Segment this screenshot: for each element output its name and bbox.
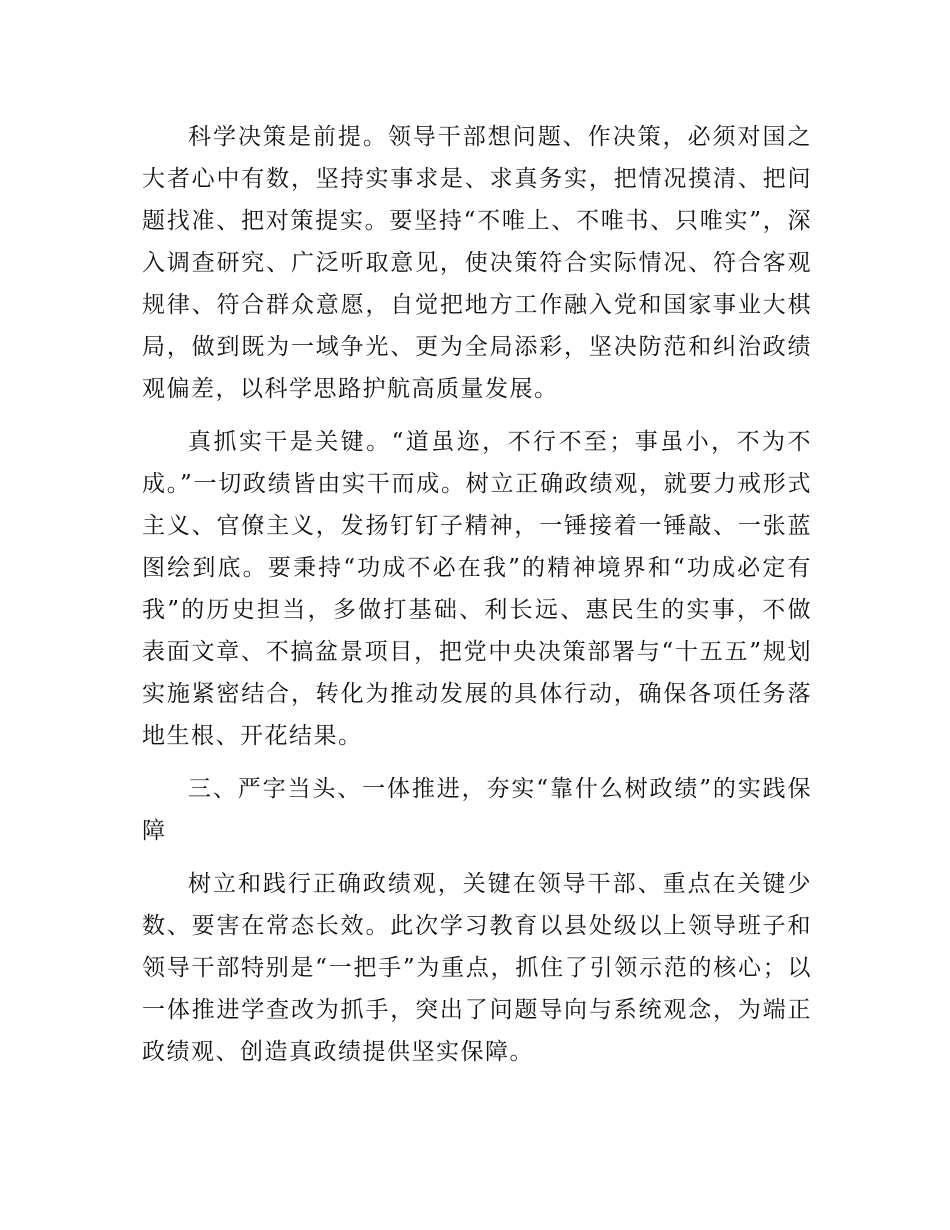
paragraph-practice-guarantee: 树立和践行正确政绩观，关键在领导干部、重点在关键少数、要害在常态长效。此次学习教育以县处级以上领导班子和领导干部特别是“一把手”为重点，抓住了引领示范的核心；以一体推进学查改为抓手，突出了问题导向与系统观念，为端正政绩观、创造真政绩提供坚实保障。 [142, 871, 812, 1065]
paragraph-scientific-decision: 科学决策是前提。领导干部想问题、作决策，必须对国之大者心中有数，坚持实事求是、求真务实，把情况摸清、把问题找准、把对策提实。要坚持“不唯上、不唯书、只唯实”，深入调查研究、广泛听取意见，使决策符合实际情况、符合客观规律、符合群众意愿，自觉把地方工作融入党和国家事业大棋局，做到既为一域争光、更为全局添彩，坚决防范和纠治政绩观偏差，以科学思路护航高质量发展。 [142, 124, 812, 402]
section-heading-three: 三、严字当头、一体推进，夯实“靠什么树政绩”的实践保障 [142, 776, 812, 844]
document-body [142, 116, 812, 1084]
paragraph-hard-work: 真抓实干是关键。“道虽迩，不行不至；事虽小，不为不成。”一切政绩皆由实干而成。树立正确政绩观，就要力戒形式主义、官僚主义，发扬钉钉子精神，一锤接着一锤敲、一张蓝图绘到底。要秉持“功成不必在我”的精神境界和“功成必定有我”的历史担当，多做打基础、利长远、惠民生的实事，不做表面文章、不搞盆景项目，把党中央决策部署与“十五五”规划实施紧密结合，转化为推动发展的具体行动，确保各项任务落地生根、开花结果。 [142, 429, 812, 749]
